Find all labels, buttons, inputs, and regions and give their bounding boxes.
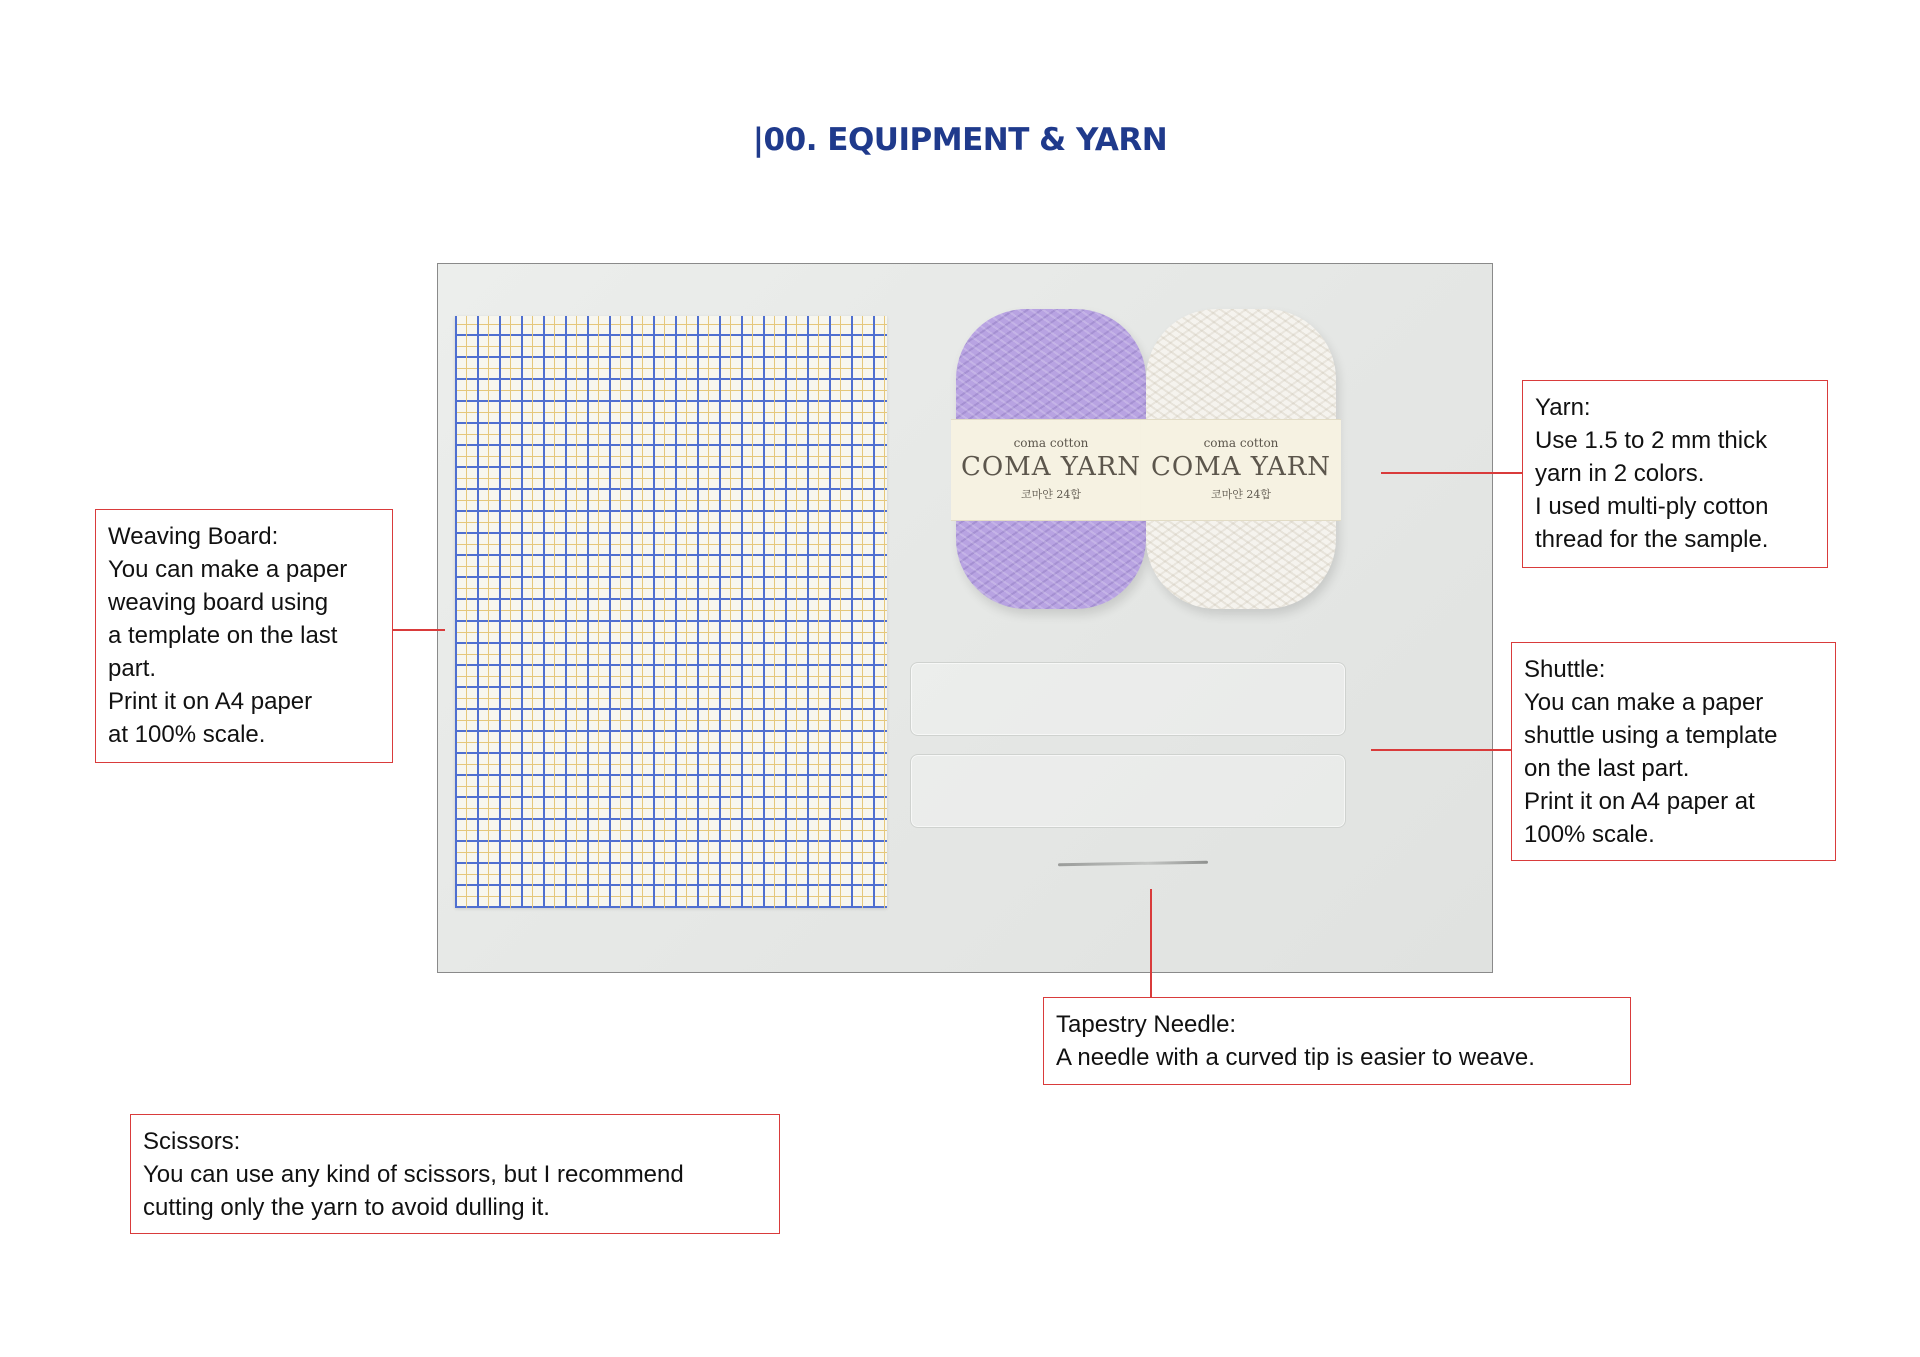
callout-tapestry-needle [1043,997,1631,1085]
shuttle-image [910,754,1346,828]
yarn-label-brand: COMA YARN [960,452,1142,482]
leader-line-board [393,629,445,631]
callout-title: Yarn: [1535,394,1591,421]
yarn-label-small: coma cotton [1013,436,1089,450]
purple-yarn-ball [956,309,1146,609]
yarn-label-sub: 코마얀 24합 [1211,488,1271,501]
yarn-label-small: coma cotton [1203,436,1279,450]
yarn-label [1141,419,1341,521]
leader-line-needle [1150,889,1152,997]
callout-yarn [1522,380,1828,568]
yarn-label [951,419,1151,521]
callout-weaving-board [95,509,393,763]
equipment-photo [437,263,1493,973]
callout-title: Shuttle: [1524,656,1606,683]
callout-body: Use 1.5 to 2 mm thick yarn in 2 colors. I used multi-ply cotton thread for the sample. [1535,427,1769,553]
weaving-board-image [455,316,887,908]
callout-body: A needle with a curved tip is easier to weave. [1056,1044,1535,1071]
leader-line-shuttle [1371,749,1511,751]
callout-body: You can make a paper weaving board using a template on the last part. Print it on A4 paper at 100% scale. [108,556,348,748]
white-yarn-ball [1146,309,1336,609]
callout-title: Tapestry Needle: [1056,1011,1237,1038]
yarn-label-sub: 코마얀 24합 [1021,488,1081,501]
callout-body: You can use any kind of scissors, but I recommend cutting only the yarn to avoid dulling it. [143,1161,684,1221]
callout-shuttle [1511,642,1836,861]
callout-title: Weaving Board: [108,523,279,550]
yarn-label-brand: COMA YARN [1150,452,1332,482]
shuttle-image [910,662,1346,736]
tapestry-needle-image [1058,861,1208,867]
callout-title: Scissors: [143,1128,241,1155]
callout-scissors [130,1114,780,1234]
page-title: |00. EQUIPMENT & YARN [752,122,1168,158]
callout-body: You can make a paper shuttle using a template on the last part. Print it on A4 paper at 100% scale. [1524,689,1778,848]
leader-line-yarn [1381,472,1522,474]
